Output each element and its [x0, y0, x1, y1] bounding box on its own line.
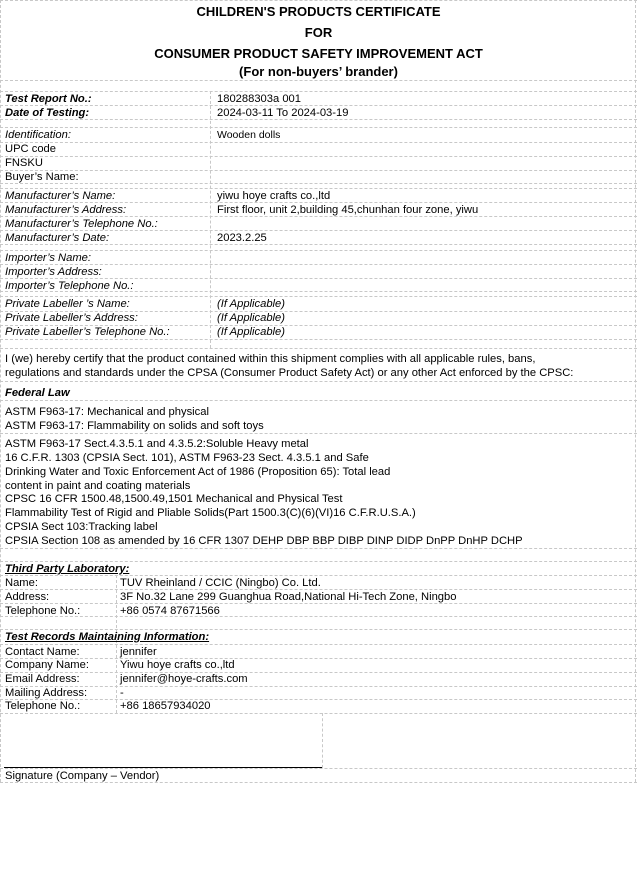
- certificate-title-line4: (For non-buyers’ brander): [239, 64, 398, 79]
- federal-law-line: CPSIA Section 108 as amended by 16 CFR 1307 DEHP DBP BBP DIBP DINP DIDP DnPP DnHP DCHP: [5, 535, 523, 547]
- lab-name-label: Name:: [5, 577, 38, 589]
- contact-name-value: jennifer: [120, 646, 157, 658]
- certificate-title-line3: CONSUMER PRODUCT SAFETY IMPROVEMENT ACT: [154, 46, 483, 61]
- lab-phone-label: Telephone No.:: [5, 605, 81, 617]
- date-testing-value: 2024-03-11 To 2024-03-19: [217, 107, 349, 119]
- records-heading: Test Records Maintaining Information:: [5, 631, 210, 643]
- lab-phone-value: +86 0574 87671566: [120, 605, 220, 617]
- buyer-name-label: Buyer’s Name:: [5, 171, 79, 183]
- manufacturer-address-label: Manufacturer’s Address:: [5, 204, 127, 216]
- federal-law-line: ASTM F963-17: Mechanical and physical: [5, 406, 209, 418]
- lab-address-value: 3F No.32 Lane 299 Guanghua Road,National Hi-Tech Zone, Ningbo: [120, 591, 457, 603]
- company-name-value: Yiwu hoye crafts co.,ltd: [120, 659, 235, 671]
- lab-address-label: Address:: [5, 591, 50, 603]
- records-phone-label: Telephone No.:: [5, 700, 81, 712]
- identification-label: Identification:: [5, 129, 71, 141]
- signature-line: [4, 767, 322, 768]
- mailing-address-label: Mailing Address:: [5, 687, 88, 699]
- contact-name-label: Contact Name:: [5, 646, 80, 658]
- manufacturer-name-value: yiwu hoye crafts co.,ltd: [217, 190, 331, 202]
- signature-label: Signature (Company – Vendor): [5, 770, 160, 782]
- federal-law-heading: Federal Law: [5, 387, 70, 399]
- labeller-address-value: (If Applicable): [217, 312, 285, 324]
- manufacturer-date-label: Manufacturer’s Date:: [5, 232, 110, 244]
- certificate-title-line2: FOR: [304, 25, 333, 40]
- labeller-name-value: (If Applicable): [217, 298, 285, 310]
- importer-phone-label: Importer’s Telephone No.:: [5, 280, 134, 292]
- labeller-phone-label: Private Labeller’s Telephone No.:: [5, 326, 170, 338]
- lab-name-value: TUV Rheinland / CCIC (Ningbo) Co. Ltd.: [120, 577, 321, 589]
- test-report-value: 180288303a 001: [217, 93, 301, 105]
- labeller-phone-value: (If Applicable): [217, 326, 285, 338]
- certification-line1: I (we) hereby certify that the product contained within this shipment complies with all applicable rules, bans,: [5, 353, 536, 365]
- mailing-address-value: -: [120, 687, 124, 699]
- federal-law-line: ASTM F963-17: Flammability on solids and soft toys: [5, 420, 264, 432]
- federal-law-line: ASTM F963-17 Sect.4.3.5.1 and 4.3.5.2:Soluble Heavy metal: [5, 438, 309, 450]
- third-party-heading: Third Party Laboratory:: [5, 563, 130, 575]
- manufacturer-date-value: 2023.2.25: [217, 232, 267, 244]
- federal-law-line: CPSIA Sect 103:Tracking label: [5, 521, 158, 533]
- importer-name-label: Importer’s Name:: [5, 252, 92, 264]
- federal-law-line: CPSC 16 CFR 1500.48,1500.49,1501 Mechanical and Physical Test: [5, 493, 343, 505]
- company-name-label: Company Name:: [5, 659, 89, 671]
- labeller-address-label: Private Labeller’s Address:: [5, 312, 138, 324]
- email-address-value: jennifer@hoye-crafts.com: [120, 673, 248, 685]
- manufacturer-phone-label: Manufacturer’s Telephone No.:: [5, 218, 158, 230]
- certification-line2: regulations and standards under the CPSA (Consumer Product Safety Act) or any other Act enforced by the CPSC:: [5, 367, 574, 379]
- test-report-label: Test Report No.:: [5, 93, 92, 105]
- manufacturer-address-value: First floor, unit 2,building 45,chunhan four zone, yiwu: [217, 204, 479, 216]
- federal-law-line: 16 C.F.R. 1303 (CPSIA Sect. 101), ASTM F963-23 Sect. 4.3.5.1 and Safe: [5, 452, 369, 464]
- records-phone-value: +86 18657934020: [120, 700, 211, 712]
- federal-law-line: content in paint and coating materials: [5, 480, 191, 492]
- certificate-title-line1: CHILDREN'S PRODUCTS CERTIFICATE: [196, 4, 441, 19]
- date-testing-label: Date of Testing:: [5, 107, 90, 119]
- email-address-label: Email Address:: [5, 673, 80, 685]
- identification-value: Wooden dolls: [217, 129, 281, 141]
- upc-label: UPC code: [5, 143, 56, 155]
- manufacturer-name-label: Manufacturer’s Name:: [5, 190, 116, 202]
- labeller-name-label: Private Labeller ’s Name:: [5, 298, 130, 310]
- fnsku-label: FNSKU: [5, 157, 43, 169]
- importer-address-label: Importer’s Address:: [5, 266, 102, 278]
- federal-law-line: Drinking Water and Toxic Enforcement Act of 1986 (Proposition 65): Total lead: [5, 466, 391, 478]
- federal-law-line: Flammability Test of Rigid and Pliable Solids(Part 1500.3(C)(6)(VI)16 C.F.R.U.S.A.): [5, 507, 416, 519]
